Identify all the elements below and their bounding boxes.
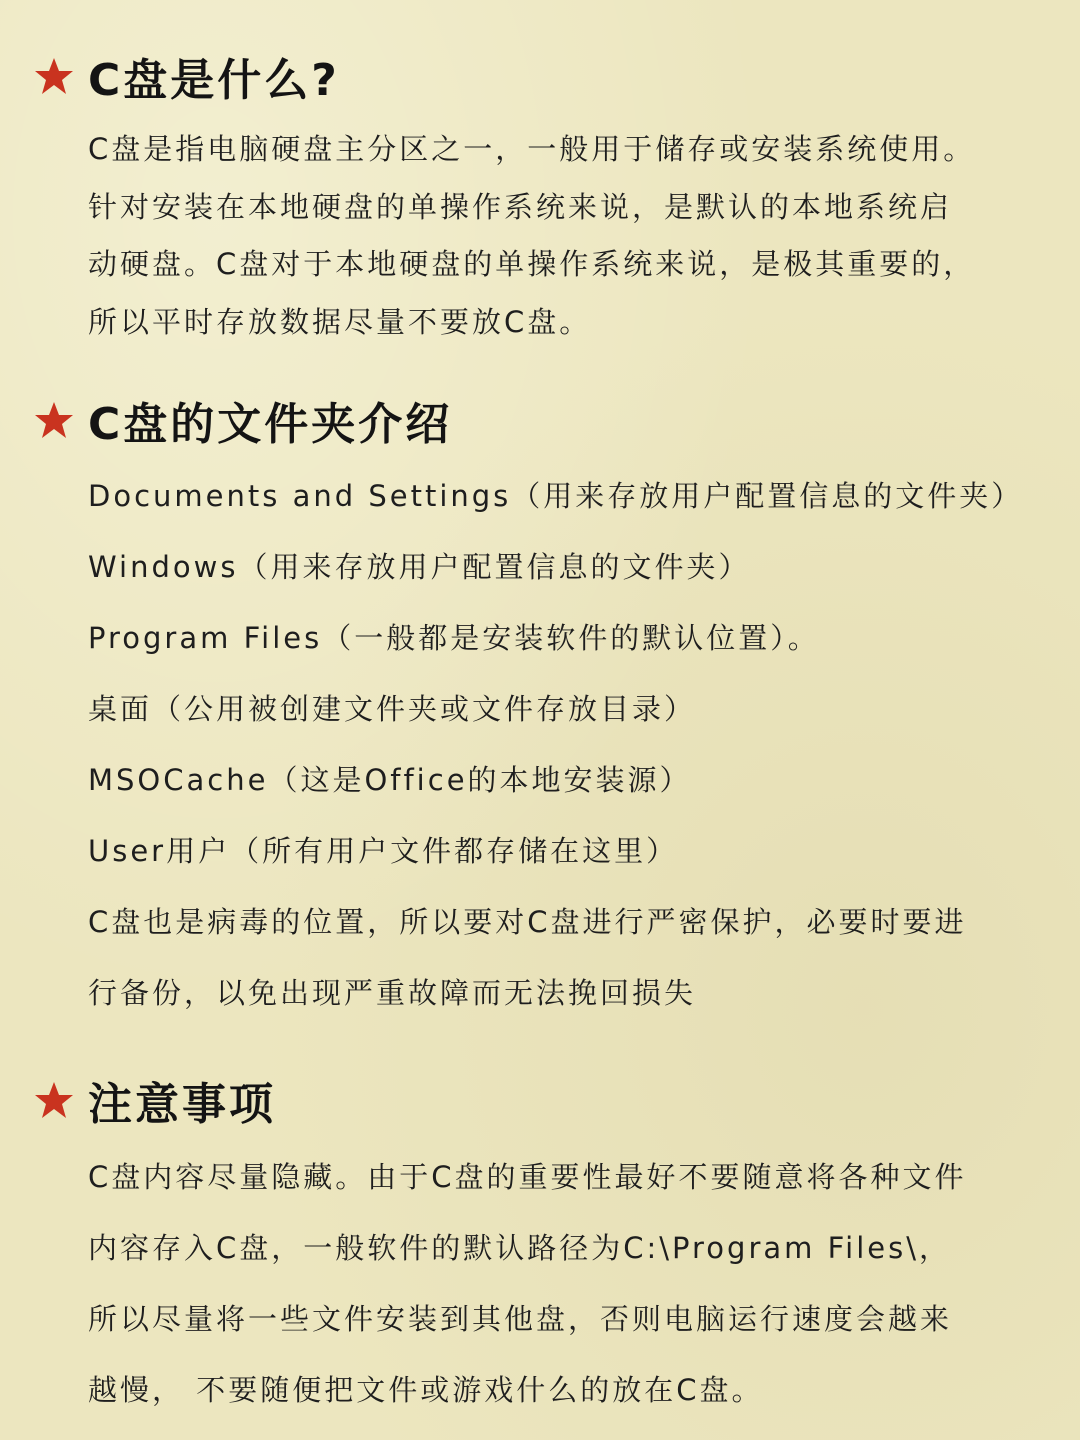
paragraph-line: 行备份，以免出现严重故障而无法挽回损失	[88, 976, 697, 1010]
section-title: C盘是什么?	[88, 55, 340, 106]
paragraph-line: C盘内容尽量隐藏。由于C盘的重要性最好不要随意将各种文件	[88, 1160, 967, 1194]
paragraph-line: C盘是指电脑硬盘主分区之一，一般用于储存或安装系统使用。	[88, 132, 976, 166]
paragraph-line: 所以尽量将一些文件安装到其他盘，否则电脑运行速度会越来	[88, 1302, 953, 1336]
list-item: MSOCache（这是Office的本地安装源）	[88, 763, 692, 797]
paragraph-line: 针对安装在本地硬盘的单操作系统来说，是默认的本地系统启	[88, 190, 953, 224]
paragraph-line: C盘也是病毒的位置，所以要对C盘进行严密保护，必要时要进	[88, 905, 967, 939]
list-item: Program Files（一般都是安装软件的默认位置）。	[88, 621, 820, 655]
star-icon	[34, 400, 74, 440]
list-item: 桌面（公用被创建文件夹或文件存放目录）	[88, 692, 697, 726]
paragraph-line: 内容存入C盘，一般软件的默认路径为C:\Program Files\，	[88, 1231, 952, 1265]
list-item: User用户（所有用户文件都存储在这里）	[88, 834, 679, 868]
section-title: C盘的文件夹介绍	[88, 399, 453, 450]
paragraph-line: 所以平时存放数据尽量不要放C盘。	[88, 305, 592, 339]
star-icon	[34, 56, 74, 96]
section-heading-notes	[34, 1070, 276, 1130]
section-heading-what-is-c-drive	[34, 46, 340, 106]
list-item: Windows（用来存放用户配置信息的文件夹）	[88, 550, 751, 584]
section-title: 注意事项	[88, 1079, 276, 1130]
star-icon	[34, 1080, 74, 1120]
section-heading-folders	[34, 390, 452, 450]
list-item: Documents and Settings（用来存放用户配置信息的文件夹）	[88, 479, 1024, 513]
paragraph-line: 越慢， 不要随便把文件或游戏什么的放在C盘。	[88, 1373, 764, 1407]
paragraph-line: 动硬盘。C盘对于本地硬盘的单操作系统来说，是极其重要的，	[88, 247, 976, 281]
